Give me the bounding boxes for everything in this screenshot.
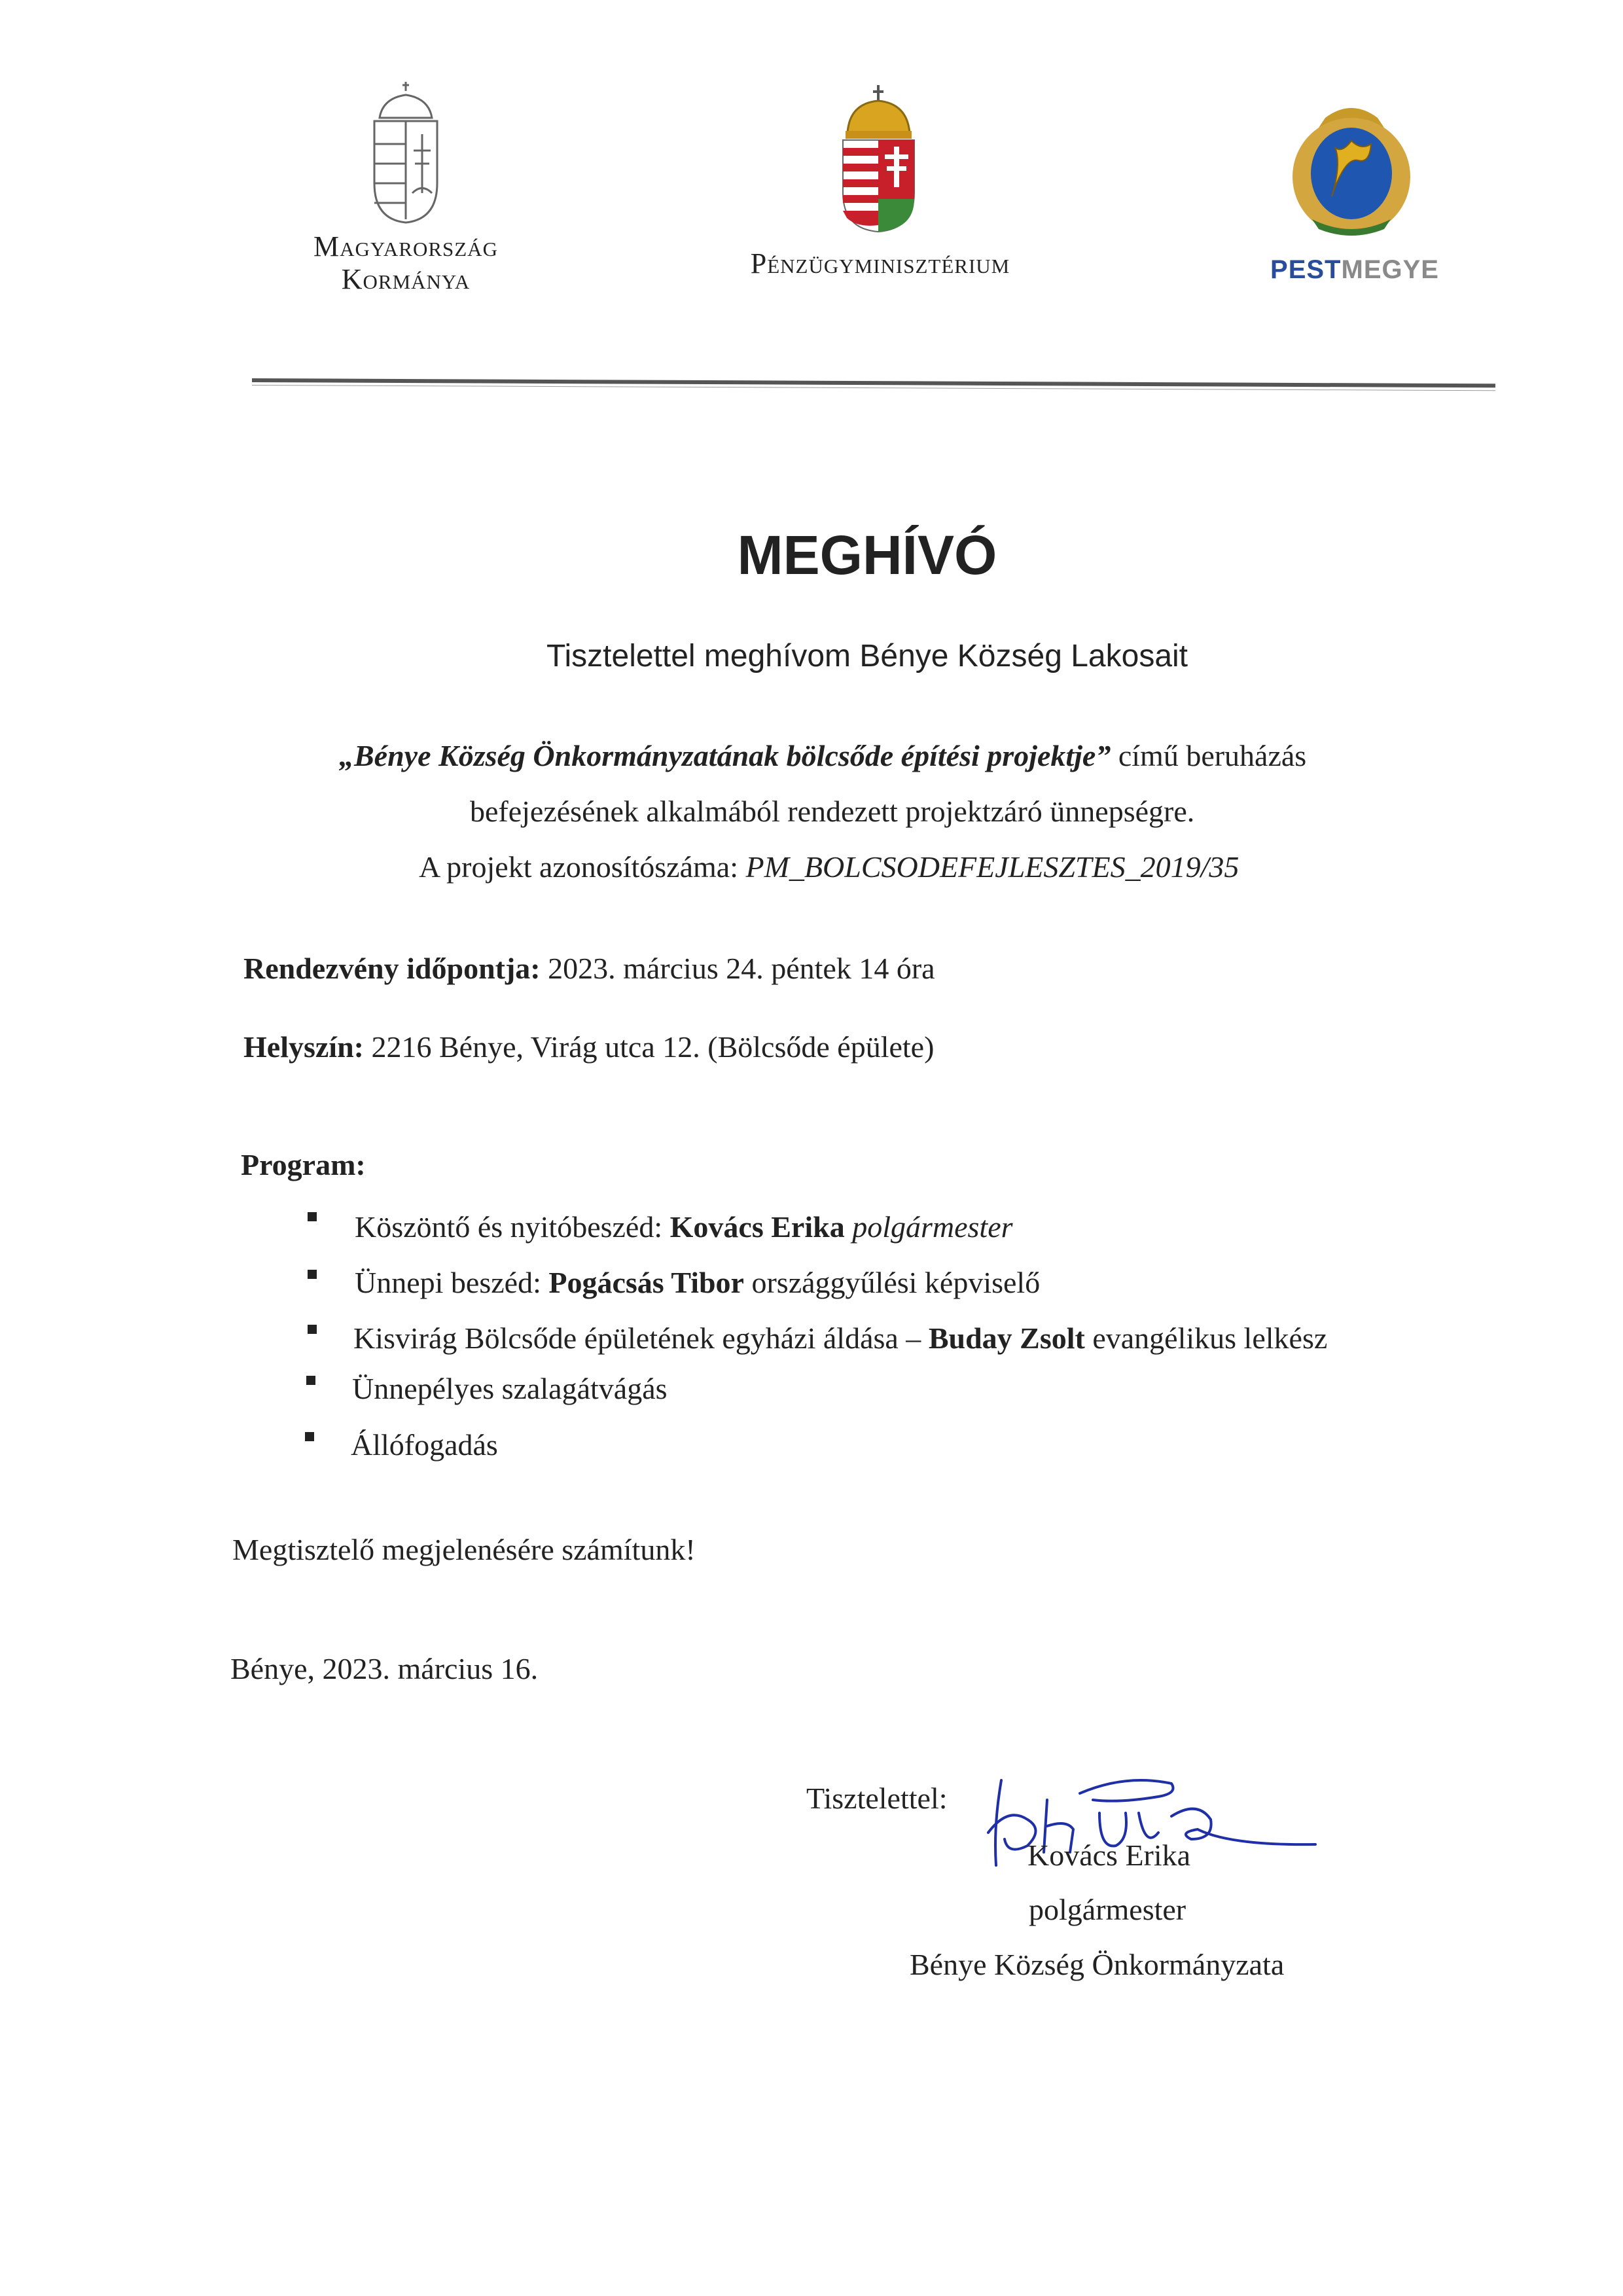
- bullet-5: [305, 1432, 314, 1441]
- program-item-1-name: Kovács Erika: [669, 1210, 845, 1244]
- intro-line-3: [419, 848, 1239, 887]
- signature-greeting: Tisztelettel:: [806, 1782, 948, 1815]
- government-name: [275, 230, 537, 296]
- bullet-1: [308, 1212, 317, 1221]
- coat-of-arms-logo: [838, 84, 919, 234]
- signatory-role: polgármester: [1029, 1893, 1186, 1926]
- program-item-1-role: polgármester: [844, 1210, 1013, 1244]
- program-heading: Program:: [241, 1148, 366, 1181]
- pest-megye-wordmark: [1243, 255, 1466, 285]
- government-name-line2: Kormánya: [341, 263, 471, 295]
- program-item-1: [355, 1208, 1013, 1247]
- bullet-2: [308, 1270, 317, 1279]
- program-item-3-name: Buday Zsolt: [928, 1321, 1085, 1355]
- event-place: [243, 1028, 934, 1067]
- place-date: Bénye, 2023. március 16.: [230, 1652, 539, 1685]
- project-id-label: A projekt azonosítószáma:: [419, 850, 746, 884]
- government-crest-logo: [366, 82, 445, 226]
- program-item-5: Állófogadás: [351, 1428, 498, 1462]
- project-id-value: PM_BOLCSODEFEJLESZTES_2019/35: [745, 850, 1240, 884]
- program-item-2-role: országgyűlési képviselő: [743, 1266, 1041, 1299]
- page-title: MEGHÍVÓ: [737, 524, 997, 586]
- signatory-name: Kovács Erika: [1027, 1839, 1191, 1872]
- bullet-3: [308, 1325, 317, 1334]
- event-place-label: Helyszín:: [243, 1030, 364, 1064]
- pest-county-crest-logo: [1286, 98, 1417, 239]
- closing-sentence: Megtisztelő megjelenésére számítunk!: [232, 1533, 696, 1566]
- program-item-2: [355, 1263, 1040, 1302]
- megye-word: MEGYE: [1341, 255, 1439, 284]
- page-subtitle: Tisztelettel meghívom Bénye Község Lakosait: [546, 639, 1188, 673]
- event-place-value: 2216 Bénye, Virág utca 12. (Bölcsőde épülete): [363, 1030, 935, 1064]
- government-name-line1: Magyarország: [313, 230, 498, 262]
- program-item-3-role: evangélikus lelkész: [1084, 1321, 1328, 1355]
- intro-after-name: című beruházás: [1111, 739, 1307, 772]
- event-time-label: Rendezvény időpontja:: [243, 952, 541, 985]
- bullet-4: [306, 1376, 315, 1385]
- program-item-2-text: Ünnepi beszéd:: [355, 1266, 549, 1299]
- project-name: „Bénye Község Önkormányzatának bölcsőde építési projektje”: [339, 739, 1111, 772]
- program-item-2-name: Pogácsás Tibor: [548, 1266, 744, 1299]
- program-item-3-text: Kisvirág Bölcsőde épületének egyházi áldása –: [353, 1321, 929, 1355]
- event-time-value: 2023. március 24. péntek 14 óra: [540, 952, 935, 985]
- program-item-4: Ünnepélyes szalagátvágás: [352, 1372, 668, 1405]
- signatory-organization: Bénye Község Önkormányzata: [910, 1948, 1285, 1981]
- event-time: [243, 949, 935, 988]
- ministry-name: Pénzügyminisztérium: [750, 247, 1010, 279]
- intro-line-1: [339, 736, 1306, 776]
- intro-line-2: befejezésének alkalmából rendezett projektzáró ünnepségre.: [470, 795, 1195, 828]
- program-item-1-text: Köszöntő és nyitóbeszéd:: [355, 1210, 670, 1244]
- program-item-3: [353, 1319, 1327, 1358]
- pest-word: PEST: [1270, 255, 1342, 284]
